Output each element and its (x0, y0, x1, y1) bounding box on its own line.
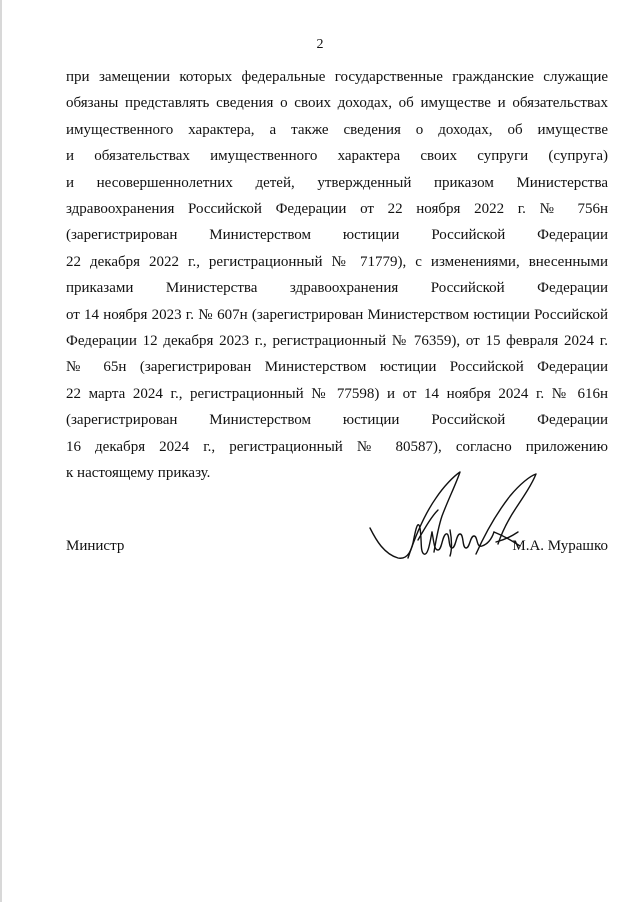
scan-edge (0, 0, 2, 902)
text-line: 22 декабря 2022 г., регистрационный № 71779), с изменениями, внесенными (66, 253, 608, 270)
text-line: при замещении которых федеральные государственные гражданские служащие (66, 69, 608, 85)
text-line: № 65н (зарегистрирован Министерством юстиции Российской Федерации (66, 359, 608, 376)
text-line: от 14 ноября 2023 г. № 607н (зарегистрирован Министерством юстиции Российской (66, 306, 608, 323)
text-line: (зарегистрирован Министерством юстиции Российской Федерации (66, 412, 608, 429)
page-number: 2 (316, 37, 324, 52)
signer-name: М.А. Мурашко (512, 538, 608, 554)
text-line: и несовершеннолетних детей, утвержденный приказом Министерства (66, 174, 608, 191)
body-paragraph (66, 64, 608, 487)
text-line: и обязательствах имущественного характера своих супруги (супруга) (66, 148, 608, 165)
text-line: имущественного характера, а также сведения о доходах, об имуществе (66, 121, 608, 138)
text-line: обязаны представлять сведения о своих доходах, об имуществе и обязательствах (66, 95, 608, 112)
text-line: здравоохранения Российской Федерации от 22 ноября 2022 г. № 756н (66, 201, 608, 218)
signer-position: Министр (66, 538, 125, 554)
text-line: 16 декабря 2024 г., регистрационный № 80587), согласно приложению (66, 438, 608, 455)
text-line: Федерации 12 декабря 2023 г., регистрационный № 76359), от 15 февраля 2024 г. (66, 333, 608, 350)
text-line: (зарегистрирован Министерством юстиции Российской Федерации (66, 227, 608, 244)
text-line: к настоящему приказу. (66, 465, 211, 482)
signature-block (66, 470, 608, 620)
text-line: приказами Министерства здравоохранения Российской Федерации (66, 280, 608, 297)
text-line: 22 марта 2024 г., регистрационный № 77598) и от 14 ноября 2024 г. № 616н (66, 385, 608, 402)
